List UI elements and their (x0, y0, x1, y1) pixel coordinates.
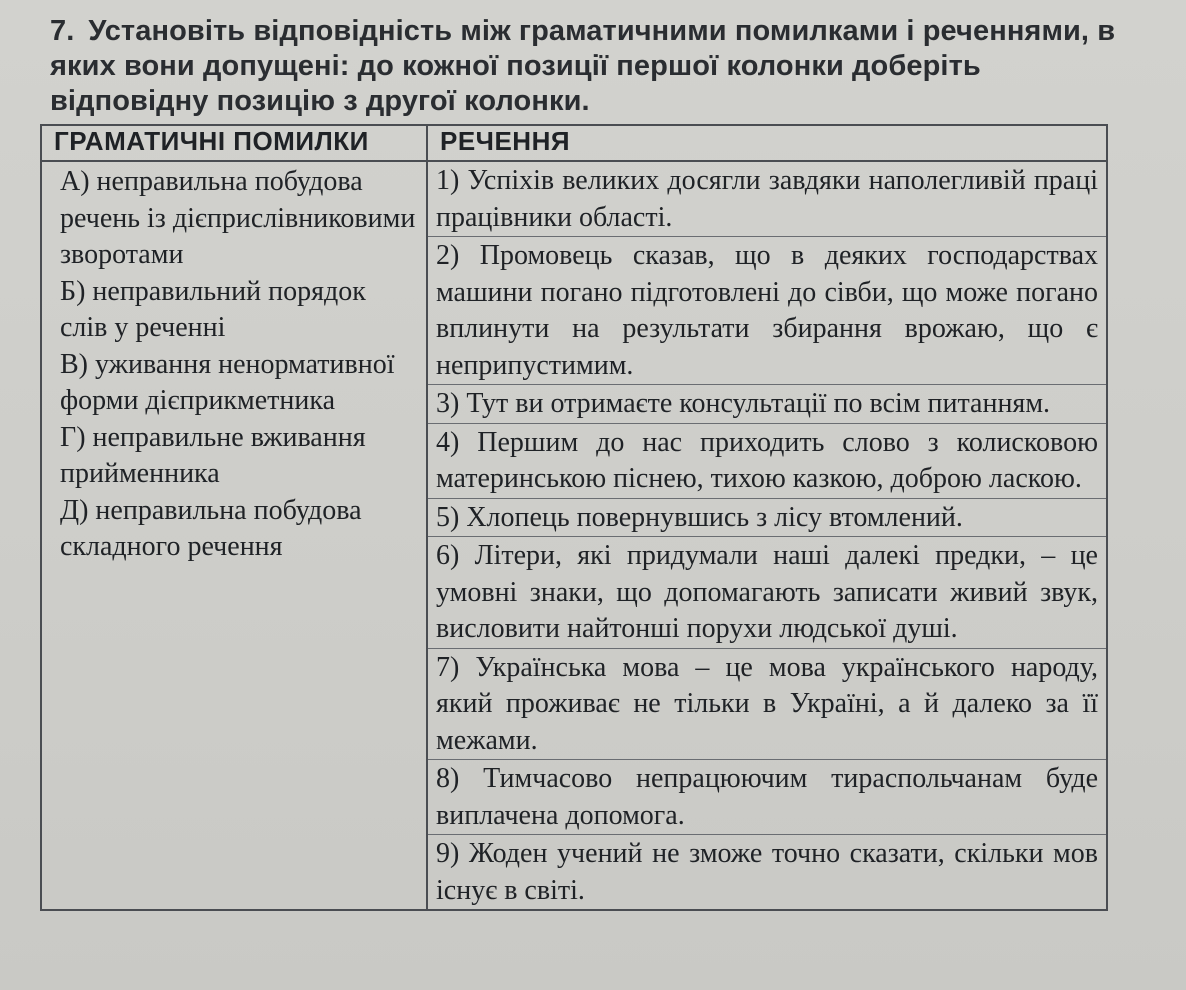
header-sentences: РЕЧЕННЯ (427, 125, 1107, 161)
table-header-row (41, 125, 1107, 161)
sentence-7: 7) Українська мова – це мова українського народу, який проживає не тільки в Україні, а й далеко за її межами. (428, 649, 1106, 761)
sentence-1: 1) Успіхів великих досягли завдяки наполегливій праці працівники області. (428, 162, 1106, 237)
sentence-6: 6) Літери, які придумали наші далекі предки, – це умовні знаки, що допомагають записати живий звук, висловити найтонші порухи людської душі. (428, 537, 1106, 649)
sentence-4: 4) Першим до нас приходить слово з колисковою материнською піснею, тихою казкою, доброю ласкою. (428, 424, 1106, 499)
matching-table (40, 124, 1108, 911)
sentence-9: 9) Жоден учений не зможе точно сказати, скільки мов існує в світі. (436, 838, 1098, 906)
error-item-a: А) неправильна побудова речень із дієприслівниковими зворотами (60, 166, 416, 270)
question-prompt (50, 14, 1130, 119)
header-errors: ГРАМАТИЧНІ ПОМИЛКИ (41, 125, 427, 161)
error-item-b: Б) неправильний порядок слів у реченні (60, 275, 366, 343)
table-body-row (41, 161, 1107, 910)
question-text: Установіть відповідність між граматичними помилками і реченнями, в яких вони допущені: до кожної позиції першої колонки доберіть відповідну позицію з другої колонки. (50, 15, 1116, 117)
question-number: 7. (50, 15, 75, 47)
sentence-5: 5) Хлопець повернувшись з лісу втомлений. (428, 499, 1106, 538)
sentence-8: 8) Тимчасово непрацюючим тираспольчанам буде виплачена допомога. (428, 760, 1106, 835)
error-item-h: Г) неправильне вживання прийменника (60, 421, 366, 489)
error-item-v: В) уживання ненормативної форми дієприкметника (60, 348, 395, 416)
errors-column (41, 161, 427, 910)
sentences-column (427, 161, 1107, 910)
error-item-d: Д) неправильна побудова складного речення (60, 494, 362, 562)
sentence-3: 3) Тут ви отримаєте консультації по всім питанням. (428, 385, 1106, 424)
sentence-2: 2) Промовець сказав, що в деяких господарствах машини погано підготовлені до сівби, що може погано вплинути на результати збирання врожаю, що є неприпустимим. (428, 237, 1106, 385)
